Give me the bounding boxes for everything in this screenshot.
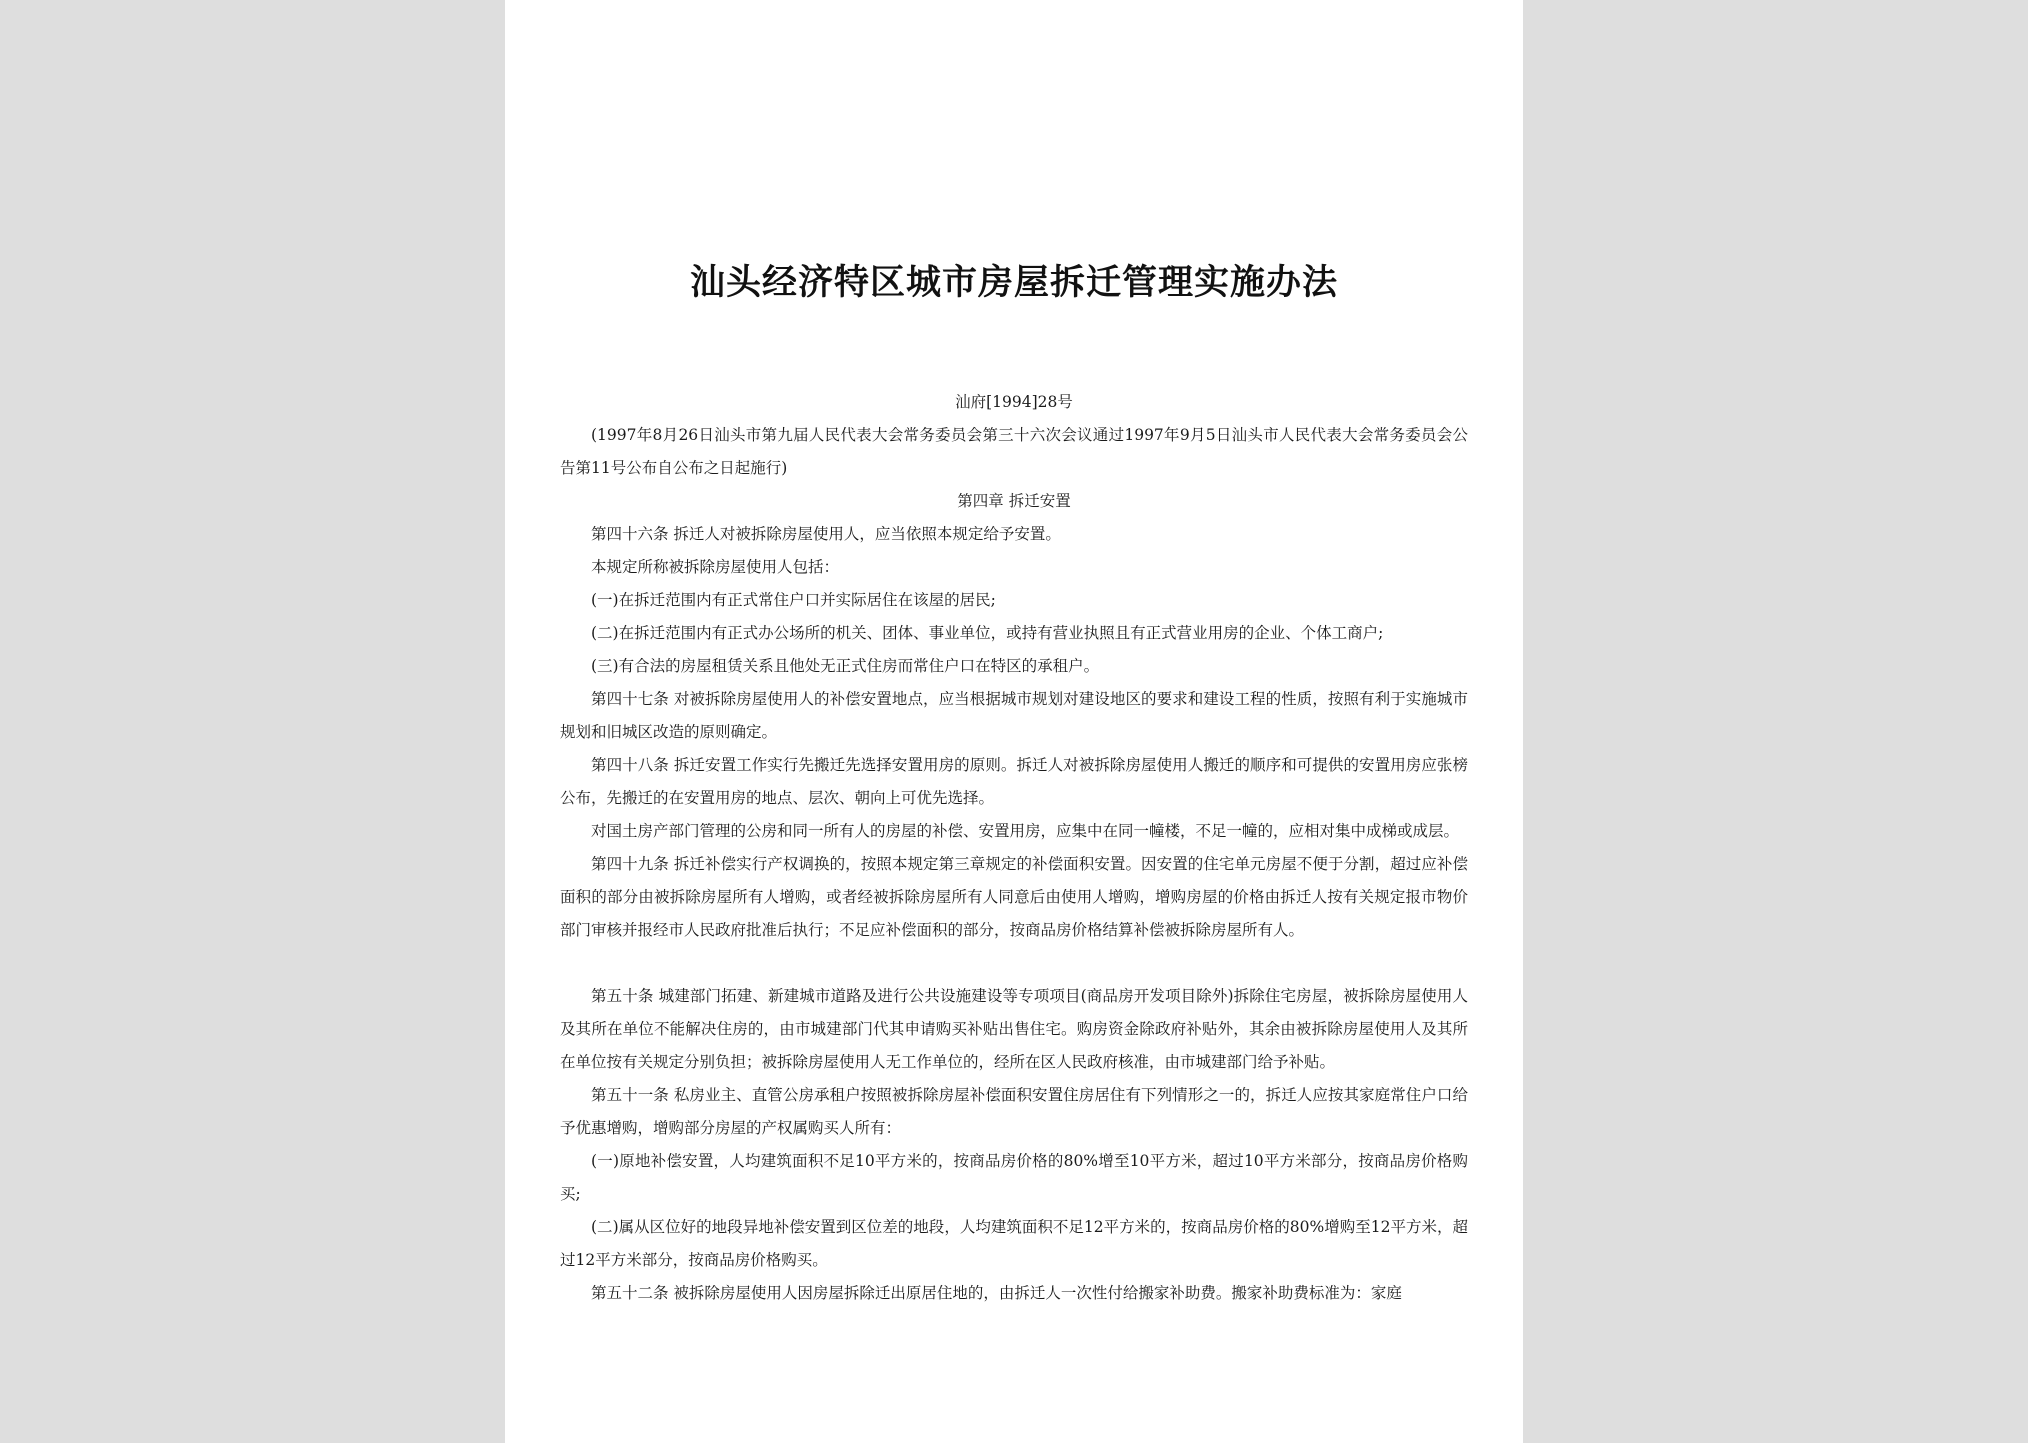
article-paragraph: (二)属从区位好的地段异地补偿安置到区位差的地段，人均建筑面积不足12平方米的，按商品房价格的80%增购至12平方米，超过12平方米部分，按商品房价格购买。 xyxy=(560,1218,1468,1269)
article-paragraph: (一)原地补偿安置，人均建筑面积不足10平方米的，按商品房价格的80%增至10平方米，超过10平方米部分，按商品房价格购买; xyxy=(560,1152,1468,1203)
article-paragraph: (二)在拆迁范围内有正式办公场所的机关、团体、事业单位，或持有营业执照且有正式营业用房的企业、个体工商户; xyxy=(591,624,1384,642)
article-paragraph: 第四十八条 拆迁安置工作实行先搬迁先选择安置用房的原则。拆迁人对被拆除房屋使用人搬迁的顺序和可提供的安置用房应张榜公布，先搬迁的在安置用房的地点、层次、朝向上可优先选择。 xyxy=(560,756,1468,807)
document-body xyxy=(560,386,1468,1310)
article-paragraph: 对国土房产部门管理的公房和同一所有人的房屋的补偿、安置用房，应集中在同一幢楼，不足一幢的，应相对集中成梯或成层。 xyxy=(591,822,1460,840)
chapter-heading: 第四章 拆迁安置 xyxy=(957,492,1071,510)
article-paragraph: 第四十六条 拆迁人对被拆除房屋使用人，应当依照本规定给予安置。 xyxy=(591,525,1061,543)
article-paragraph: 第五十条 城建部门拓建、新建城市道路及进行公共设施建设等专项项目(商品房开发项目除外)拆除住宅房屋，被拆除房屋使用人及其所在单位不能解决住房的，由市城建部门代其申请购买补贴出售住宅。购房资金除政府补贴外，其余由被拆除房屋使用人及其所在单位按有关规定分别负担；被拆除房屋使用人无工作单位的，经所在区人民政府核准，由市城建部门给予补贴。 xyxy=(560,987,1468,1071)
document-page xyxy=(505,0,1523,1443)
article-paragraph: 本规定所称被拆除房屋使用人包括： xyxy=(591,558,840,576)
article-paragraph: (一)在拆迁范围内有正式常住户口并实际居住在该屋的居民; xyxy=(591,591,996,609)
article-paragraph: 第五十一条 私房业主、直管公房承租户按照被拆除房屋补偿面积安置住房居住有下列情形之一的，拆迁人应按其家庭常住户口给予优惠增购，增购部分房屋的产权属购买人所有： xyxy=(560,1086,1468,1137)
article-paragraph: 第五十二条 被拆除房屋使用人因房屋拆除迁出原居住地的，由拆迁人一次性付给搬家补助费。搬家补助费标准为：家庭 xyxy=(591,1284,1402,1302)
article-paragraph: (三)有合法的房屋租赁关系且他处无正式住房而常住户口在特区的承租户。 xyxy=(591,657,1100,675)
document-title: 汕头经济特区城市房屋拆迁管理实施办法 xyxy=(689,262,1338,303)
article-paragraph: 第四十九条 拆迁补偿实行产权调换的，按照本规定第三章规定的补偿面积安置。因安置的住宅单元房屋不便于分割，超过应补偿面积的部分由被拆除房屋所有人增购，或者经被拆除房屋所有人同意后由使用人增购，增购房屋的价格由拆迁人按有关规定报市物价部门审核并报经市人民政府批准后执行；不足应补偿面积的部分，按商品房价格结算补偿被拆除房屋所有人。 xyxy=(560,855,1468,939)
article-paragraph: 第四十七条 对被拆除房屋使用人的补偿安置地点，应当根据城市规划对建设地区的要求和建设工程的性质，按照有利于实施城市规划和旧城区改造的原则确定。 xyxy=(560,690,1468,741)
adoption-note: (1997年8月26日汕头市第九届人民代表大会常务委员会第三十六次会议通过1997年9月5日汕头市人民代表大会常务委员会公告第11号公布自公布之日起施行) xyxy=(560,426,1468,477)
document-number: 汕府[1994]28号 xyxy=(955,393,1073,411)
